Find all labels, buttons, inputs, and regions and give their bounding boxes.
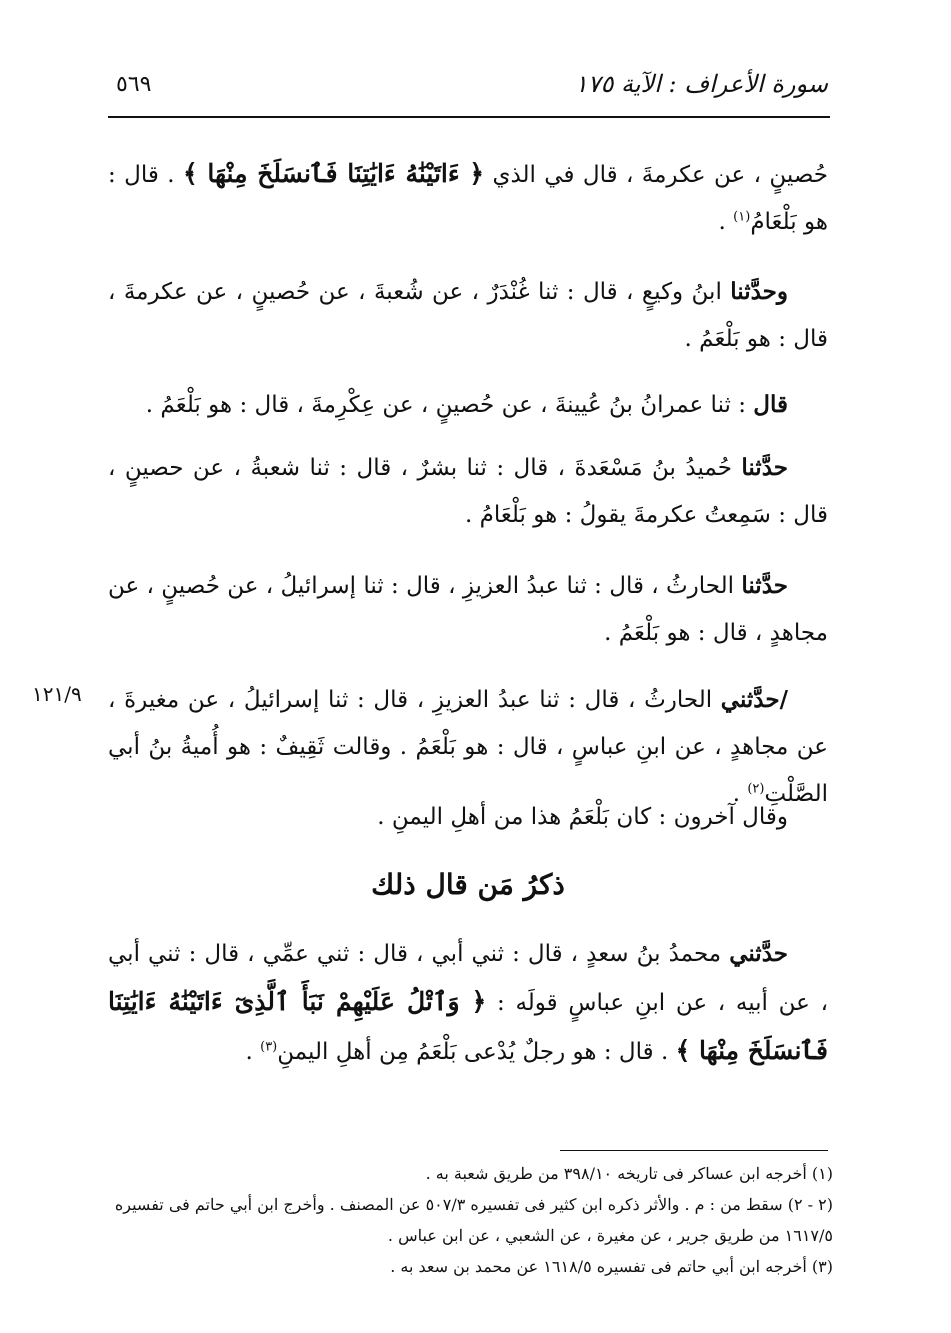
footnotes [108,1158,833,1282]
footnote-ref-3: (٣) [260,1039,278,1055]
paragraph-text: : ثنا عمرانُ بنُ عُيينةَ ، عن حُصينٍ ، عن عِكْرِمةَ ، قال : هو بَلْعَمُ . [145,392,754,418]
paragraph-end: . [718,209,734,235]
quran-verse: ﴿ وَٱتْلُ عَلَيْهِمْ نَبَأَ ٱلَّذِىٓ ءَاتَيْنَٰهُ ءَايَٰتِنَا فَٱنسَلَخَ مِنْهَا ﴾ [108,987,828,1065]
paragraph-text: حُصينٍ ، عن عكرمةَ ، قال في الذي [484,162,828,188]
paragraph-tail: . قال : هو بَلْعَامُ [108,162,828,235]
footnote-3: (٣) أخرجه ابن أبي حاتم فى تفسيره ١٦١٨/٥ عن محمد بن سعد به . [390,1257,833,1276]
isnad-lead: حدَّثنا [741,572,788,599]
page-header [108,58,828,108]
footnote-ref-2: (٢) [747,781,765,797]
paragraph-tail: وقالت ثَقِيفٌ : هو أُميةُ بنُ أبي الصَّلْتِ [108,734,828,807]
page-number: ٥٦٩ [116,72,152,97]
paragraph-end: . [732,781,748,807]
paragraph-2 [108,268,828,363]
paragraph-8 [108,930,828,1076]
paragraph-text: محمدُ بنُ سعدٍ ، قال : ثني أبي ، قال : ثني عمِّي ، قال : ثني أبي ، عن أبيه ، عن ابنِ عباسٍ قولَه : [108,941,828,1016]
section-heading: ذكرُ مَن قال ذلك [371,868,565,901]
isnad-lead: حدَّثني [729,940,788,967]
footnote-ref-1: (١) [733,209,751,225]
footnote-1: (١) أخرجه ابن عساكر فى تاريخه ٣٩٨/١٠ من طريق شعبة به . [425,1164,833,1183]
paragraph-text: حُميدُ بنُ مَسْعَدةَ ، قال : ثنا بشرٌ ، قال : ثنا شعبةُ ، عن حصينٍ ، قال : سَمِعتُ عكرمةَ يقولُ : هو بَلْعَامُ . [108,455,828,528]
paragraph-5 [108,562,828,657]
paragraph-text: الحارثُ ، قال : ثنا عبدُ العزيزِ ، قال : ثنا إسرائيلُ ، عن مغيرةَ ، عن مجاهدٍ ، عن ابنِ عباسٍ ، قال : هو بَلْعَمُ . [108,687,828,760]
paragraph-3 [108,381,828,429]
paragraph-text: وقال آخرون : كان بَلْعَمُ هذا من أهلِ اليمنِ . [377,804,788,830]
paragraph-7 [108,794,828,841]
paragraph-text: ابنُ وكيعٍ ، قال : ثنا غُنْدَرٌ ، عن شُعبةَ ، عن حُصينٍ ، عن عكرمةَ ، قال : هو بَلْعَمُ . [108,279,828,352]
isnad-lead: قال [753,391,788,418]
paragraph-text: الحارثُ ، قال : ثنا عبدُ العزيزِ ، قال : ثنا إسرائيلُ ، عن حُصينٍ ، عن مجاهدٍ ، قال : هو بَلْعَمُ . [108,573,828,646]
isnad-lead: /حدَّثني [720,686,788,713]
footnote-rule [560,1150,828,1151]
isnad-lead: حدَّثنا [741,454,788,481]
margin-reference: ١٢١/٩ [32,682,82,706]
paragraph-end: . [245,1039,261,1065]
quran-verse: ﴿ ءَاتَيْنَٰهُ ءَايَٰتِنَا فَٱنسَلَخَ مِنْهَا ﴾ [182,159,485,188]
paragraph-1 [108,150,828,246]
running-title: سورة الأعراف : الآية ١٧٥ [574,70,828,98]
isnad-lead: وحدَّثنا [730,278,788,305]
paragraph-4 [108,444,828,539]
paragraph-tail: . قال : هو رجلٌ يُدْعى بَلْعَمُ مِن أهلِ اليمنِ [277,1039,676,1065]
footnote-2: (٢ - ٢) سقط من : م . والأثر ذكره ابن كثير فى تفسيره ٥٠٧/٣ عن المصنف . وأخرج ابن أبي حاتم فى تفسيره ١٦١٧/٥ من طريق جرير ، عن مغيرة ، عن الشعبي ، عن ابن عباس . [114,1195,833,1245]
header-rule [108,116,830,118]
